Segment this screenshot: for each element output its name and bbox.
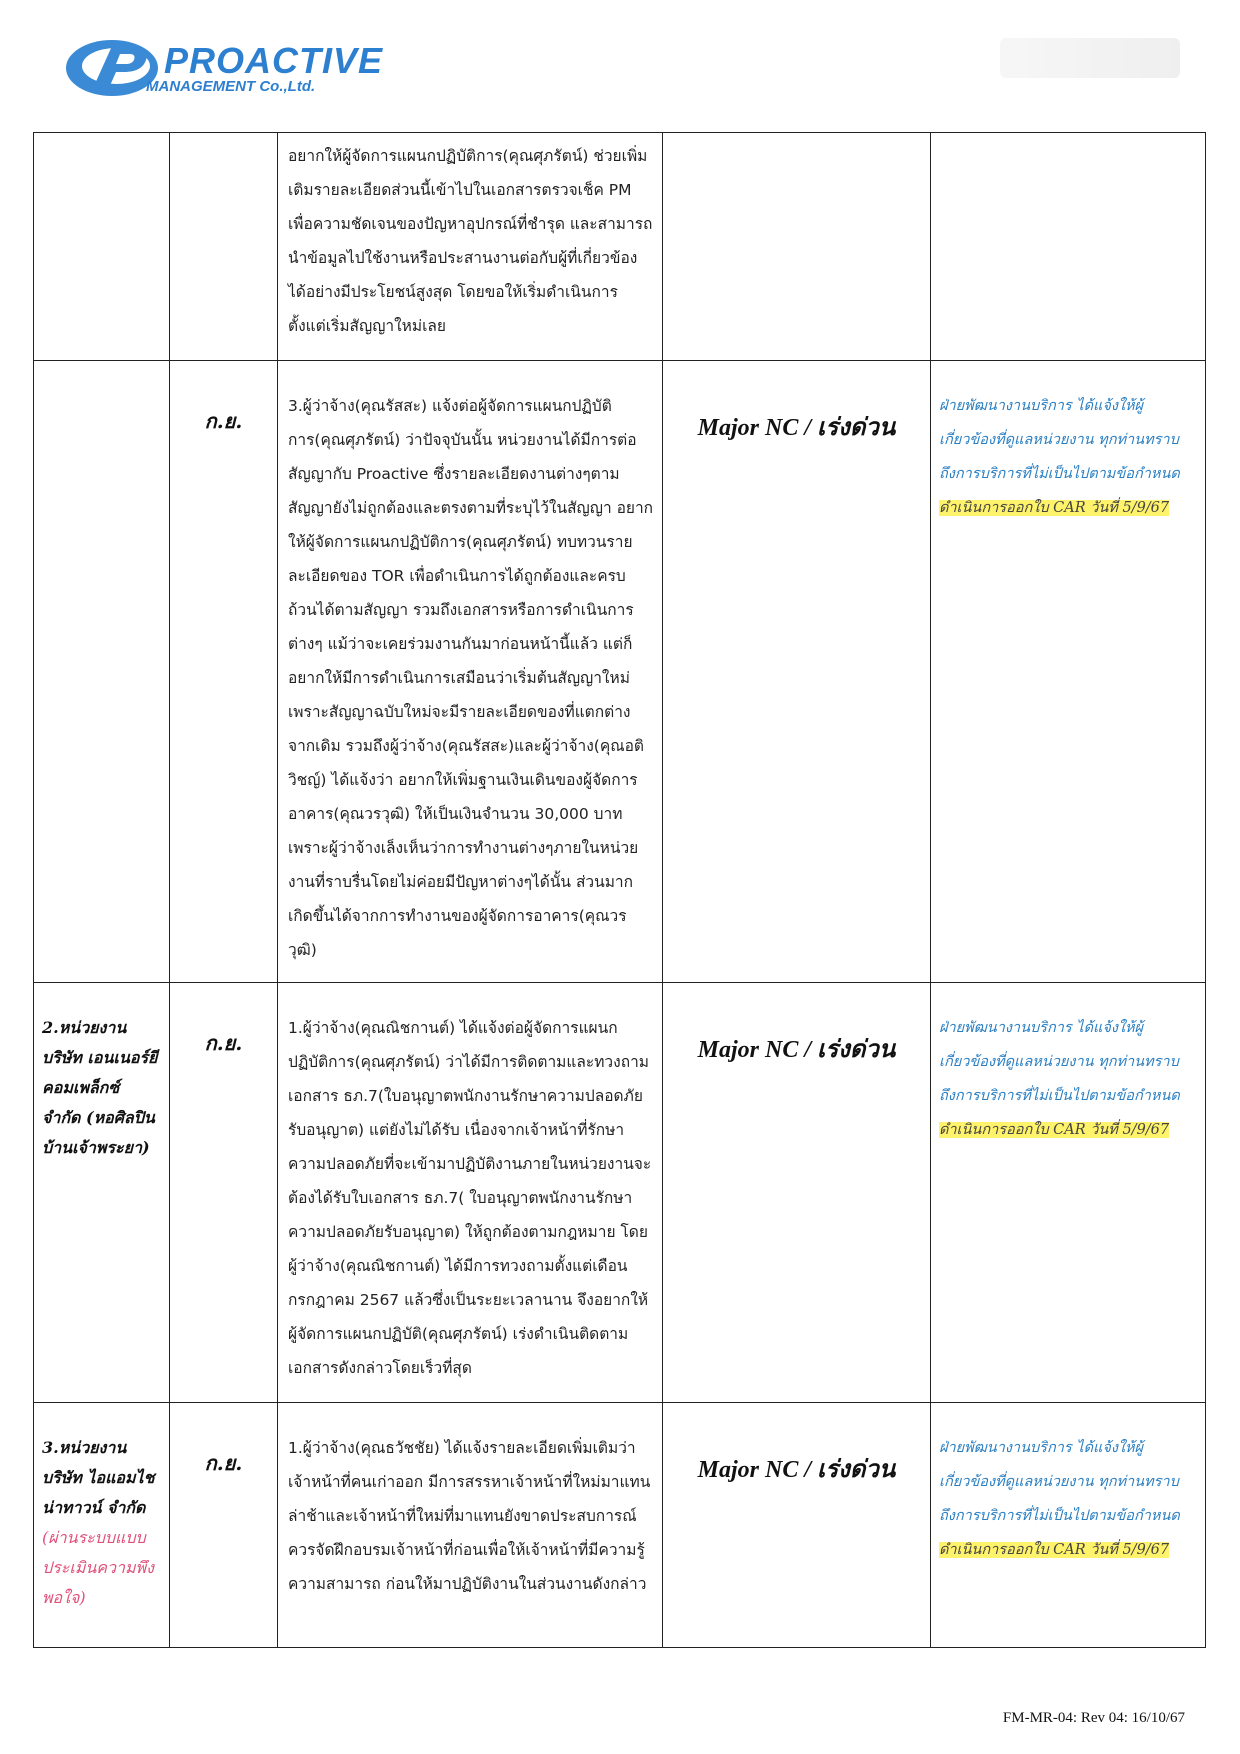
detail-cell	[278, 1403, 663, 1648]
level-cell	[663, 1403, 931, 1648]
action-description: ฝ่ายพัฒนางานบริการ ได้แจ้งให้ผู้เกี่ยวข้องที่ดูแลหน่วยงาน ทุกท่านทราบ ถึงการบริการที่ไม่เป็นไปตามข้อกำหนด	[939, 1020, 1180, 1104]
month-text: ก.ย.	[204, 1451, 243, 1475]
logo-title: PROACTIVE	[164, 40, 384, 81]
action-cell	[931, 983, 1206, 1403]
action-cell	[931, 361, 1206, 983]
detail-cell	[278, 361, 663, 983]
month-cell	[170, 133, 278, 361]
level-cell	[663, 983, 931, 1403]
form-code: FM-MR-04: Rev 04: 16/10/67	[1002, 1710, 1185, 1726]
car-highlight: ดำเนินการออกใบ CAR วันที่ 5/9/67	[939, 1122, 1170, 1138]
month-cell	[170, 361, 278, 983]
action-description: ฝ่ายพัฒนางานบริการ ได้แจ้งให้ผู้เกี่ยวข้องที่ดูแลหน่วยงาน ทุกท่านทราบ ถึงการบริการที่ไม่เป็นไปตามข้อกำหนด	[939, 1440, 1180, 1524]
unit-text	[34, 361, 169, 397]
level-text	[663, 133, 930, 179]
unit-note: (ผ่านระบบแบบประเมินความพึงพอใจ)	[42, 1528, 154, 1607]
table-row	[34, 361, 1206, 983]
month-text	[170, 133, 277, 177]
unit-text: 2.หน่วยงาน บริษัท เอนเนอร์ยี คอมเพล็กซ์ จำกัด (หอศิลปิน บ้านเจ้าพระยา)	[42, 1018, 158, 1157]
faded-corner-mark	[1000, 38, 1180, 78]
report-table	[33, 132, 1206, 1648]
month-text: ก.ย.	[204, 409, 243, 433]
table-row	[34, 1403, 1206, 1648]
action-text	[931, 133, 1205, 167]
month-text: ก.ย.	[204, 1031, 243, 1055]
table-row	[34, 983, 1206, 1403]
logo-subtitle: MANAGEMENT Co.,Ltd.	[146, 78, 316, 95]
detail-cell	[278, 983, 663, 1403]
unit-cell	[34, 133, 170, 361]
action-description: ฝ่ายพัฒนางานบริการ ได้แจ้งให้ผู้เกี่ยวข้องที่ดูแลหน่วยงาน ทุกท่านทราบ ถึงการบริการที่ไม่เป็นไปตามข้อกำหนด	[939, 398, 1180, 482]
action-text	[931, 983, 1205, 1153]
unit-text	[34, 133, 169, 169]
unit-text	[34, 1403, 169, 1619]
severity-label: Major NC / เร่งด่วน	[697, 1037, 896, 1063]
detail-text: อยากให้ผู้จัดการแผนกปฏิบัติการ(คุณศุภรัตน์) ช่วยเพิ่มเติมรายละเอียดส่วนนี้เข้าไปในเอกสารตรวจเช็ค PM เพื่อความชัดเจนของปัญหาอุปกรณ์ที่ชำรุด และสามารถนำข้อมูลไปใช้งานหรือประสานงานต่อกับผู้ที่เกี่ยวข้องได้อย่างมีประโยชน์สูงสุด โดยขอให้เริ่มดำเนินการตั้งแต่เริ่มสัญญาใหม่เลย	[288, 147, 653, 335]
action-cell	[931, 1403, 1206, 1648]
detail-text: 1.ผู้ว่าจ้าง(คุณณิชกานต์) ได้แจ้งต่อผู้จัดการแผนกปฏิบัติการ(คุณศุภรัตน์) ว่าได้มีการติดตามและทวงถามเอกสาร ธภ.7(ใบอนุญาตพนักงานรักษาความปลอดภัยรับอนุญาต) แต่ยังไม่ได้รับ เนื่องจากเจ้าหน้าที่รักษาความปลอดภัยที่จะเข้ามาปฏิบัติงานภายในหน่วยงานจะต้องได้รับใบเอกสาร ธภ.7( ใบอนุญาตพนักงานรักษาความปลอดภัยรับอนุญาต) ให้ถูกต้องตามกฎหมาย โดยผู้ว่าจ้าง(คุณณิชกานต์) ได้มีการทวงถามตั้งแต่เดือนกรกฎาคม 2567 แล้วซึ่งเป็นระยะเวลานาน จึงอยากให้ผู้จัดการแผนกปฏิบัติ(คุณศุภรัตน์) เร่งดำเนินติดตามเอกสารดังกล่าวโดยเร็วที่สุด	[288, 1019, 652, 1377]
detail-cell	[278, 133, 663, 361]
car-highlight: ดำเนินการออกใบ CAR วันที่ 5/9/67	[939, 1542, 1170, 1558]
level-cell	[663, 361, 931, 983]
action-cell	[931, 133, 1206, 361]
action-text	[931, 361, 1205, 531]
severity-label: Major NC / เร่งด่วน	[697, 415, 896, 441]
unit-name: 3.หน่วยงาน บริษัท ไอแอมไชน่าทาวน์ จำกัด	[42, 1438, 155, 1517]
company-logo	[64, 26, 384, 106]
unit-cell	[34, 361, 170, 983]
month-cell	[170, 1403, 278, 1648]
action-text	[931, 1403, 1205, 1573]
unit-cell	[34, 983, 170, 1403]
detail-text: 1.ผู้ว่าจ้าง(คุณธวัชชัย) ได้แจ้งรายละเอียดเพิ่มเติมว่า เจ้าหน้าที่คนเก่าออก มีการสรรหาเจ้าหน้าที่ใหม่มาแทนล่าช้าและเจ้าหน้าที่ใหม่ที่มาแทนยังขาดประสบการณ์ ควรจัดฝึกอบรมเจ้าหน้าที่ก่อนเพื่อให้เจ้าหน้าที่มีความรู้ความสามารถ ก่อนให้มาปฏิบัติงานในส่วนงานดังกล่าว	[288, 1439, 651, 1593]
detail-text: 3.ผู้ว่าจ้าง(คุณรัสสะ) แจ้งต่อผู้จัดการแผนกปฏิบัติการ(คุณศุภรัตน์) ว่าปัจจุบันนั้น หน่วยงานได้มีการต่อสัญญากับ Proactive ซึ่งรายละเอียดงานต่างๆตามสัญญายังไม่ถูกต้องและตรงตามที่ระบุไว้ในสัญญา อยากให้ผู้จัดการแผนกปฏิบัติการ(คุณศุภรัตน์) ทบทวนรายละเอียดของ TOR เพื่อดำเนินการได้ถูกต้องและครบถ้วนได้ตามสัญญา รวมถึงเอกสารหรือการดำเนินการต่างๆ แม้ว่าจะเคยร่วมงานกันมาก่อนหน้านี้แล้ว แต่ก็อยากให้มีการดำเนินการเสมือนว่าเริ่มต้นสัญญาใหม่ เพราะสัญญาฉบับใหม่จะมีรายละเอียดของที่แตกต่างจากเดิม รวมถึงผู้ว่าจ้าง(คุณรัสสะ)และผู้ว่าจ้าง(คุณอติวิชญ์) ได้แจ้งว่า อยากให้เพิ่มฐานเงินเดินของผู้จัดการอาคาร(คุณวรวุฒิ) ให้เป็นเงินจำนวน 30,000 บาท เพราะผู้ว่าจ้างเล็งเห็นว่าการทำงานต่างๆภายในหน่วยงานที่ราบรื่นโดยไม่ค่อยมีปัญหาต่างๆได้นั้น ส่วนมากเกิดขึ้นได้จากการทำงานของผู้จัดการอาคาร(คุณวรวุฒิ)	[288, 397, 654, 959]
unit-cell	[34, 1403, 170, 1648]
level-cell	[663, 133, 931, 361]
severity-label: Major NC / เร่งด่วน	[697, 1457, 896, 1483]
table-row	[34, 133, 1206, 361]
car-highlight: ดำเนินการออกใบ CAR วันที่ 5/9/67	[939, 500, 1170, 516]
month-cell	[170, 983, 278, 1403]
